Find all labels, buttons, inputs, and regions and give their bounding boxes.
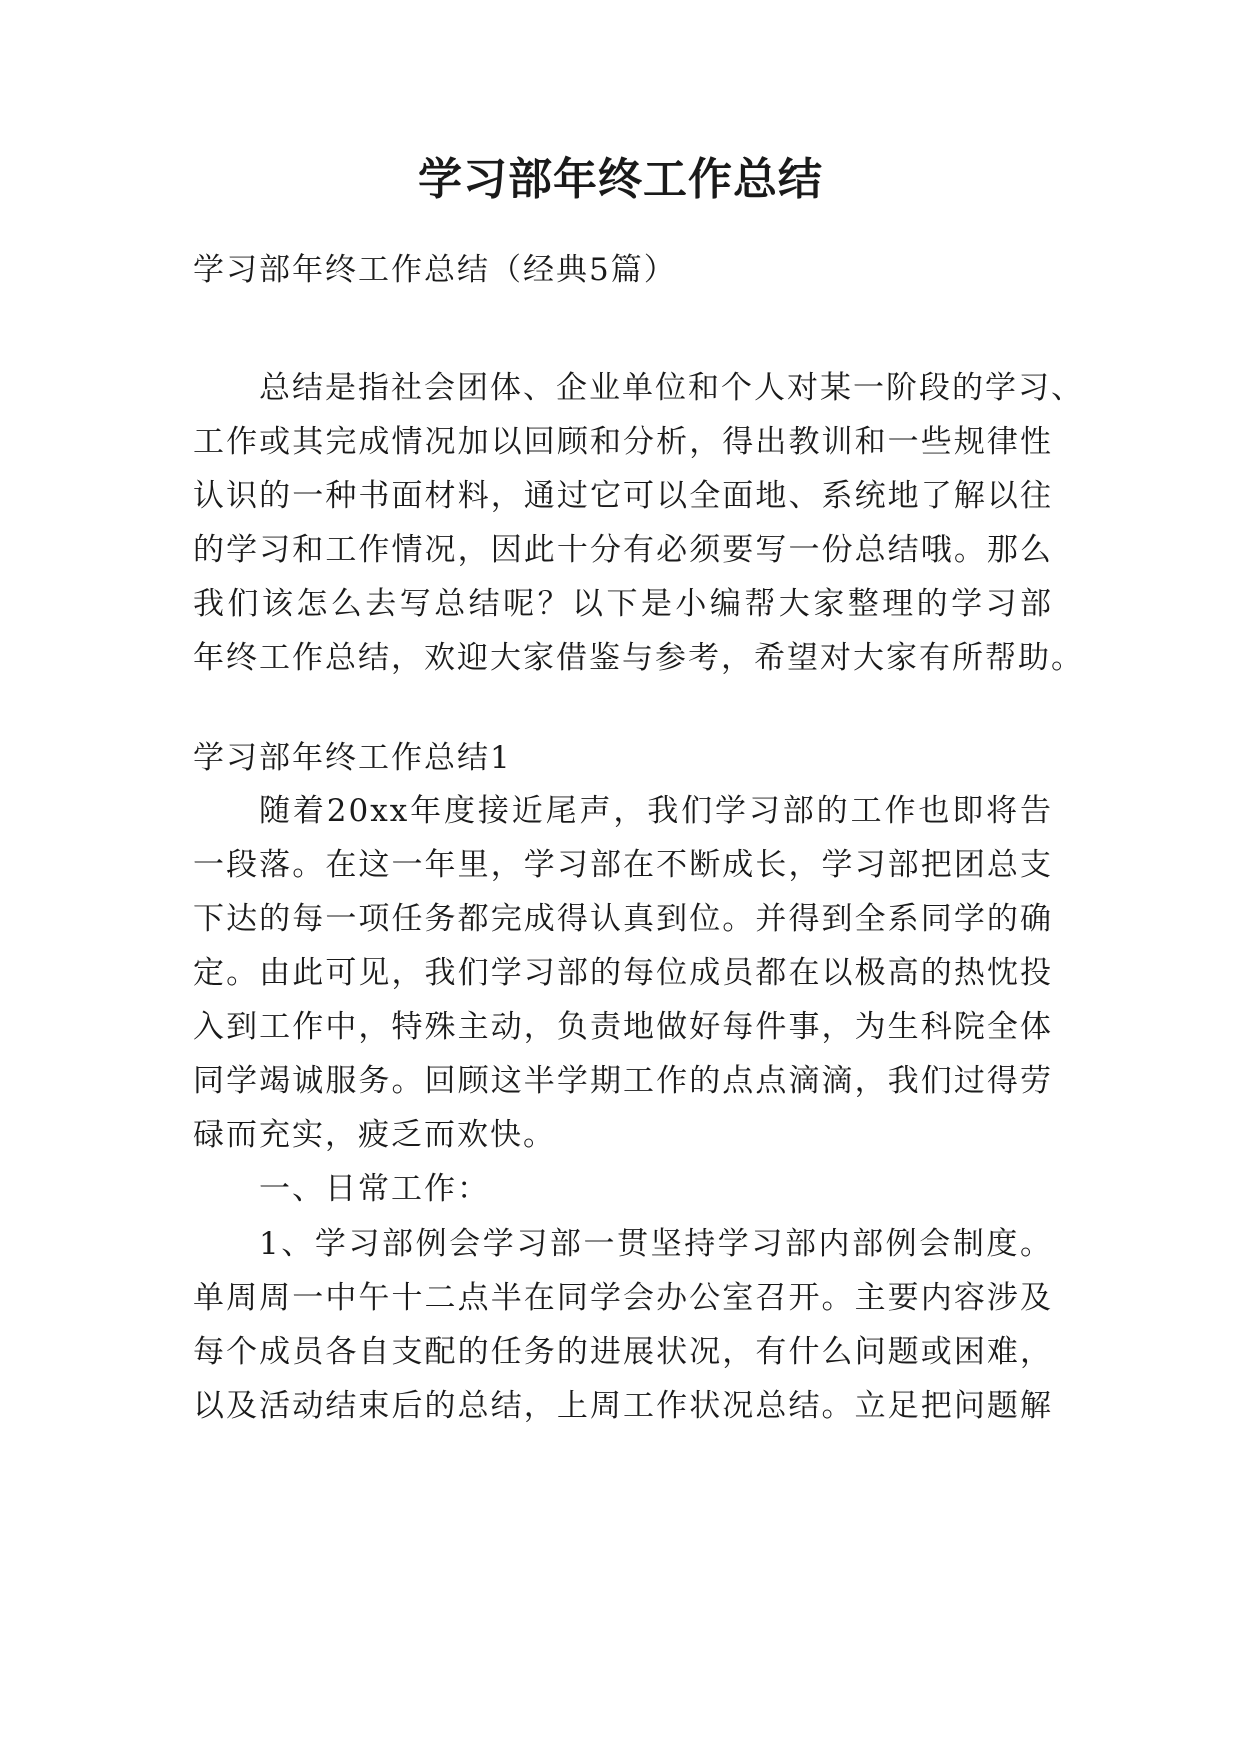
paragraph-line: 下达的每一项任务都完成得认真到位。并得到全系同学的确 bbox=[193, 901, 1053, 937]
paragraph-line: 随着20xx年度接近尾声，我们学习部的工作也即将告 bbox=[259, 793, 1053, 829]
document-subtitle: 学习部年终工作总结（经典5篇） bbox=[193, 252, 677, 288]
intro-line: 年终工作总结，欢迎大家借鉴与参考，希望对大家有所帮助。 bbox=[193, 640, 1084, 676]
paragraph-line: 单周周一中午十二点半在同学会办公室召开。主要内容涉及 bbox=[193, 1280, 1053, 1316]
paragraph-line: 同学竭诚服务。回顾这半学期工作的点点滴滴，我们过得劳 bbox=[193, 1063, 1053, 1099]
intro-line: 总结是指社会团体、企业单位和个人对某一阶段的学习、 bbox=[259, 370, 1084, 406]
paragraph-line: 碌而充实，疲乏而欢快。 bbox=[193, 1117, 556, 1153]
paragraph-line: 1、学习部例会学习部一贯坚持学习部内部例会制度。 bbox=[259, 1226, 1053, 1262]
intro-line: 工作或其完成情况加以回顾和分析，得出教训和一些规律性 bbox=[193, 424, 1053, 460]
paragraph-line: 每个成员各自支配的任务的进展状况，有什么问题或困难， bbox=[193, 1334, 1053, 1370]
intro-line: 的学习和工作情况，因此十分有必须要写一份总结哦。那么 bbox=[193, 532, 1053, 568]
paragraph-line: 一段落。在这一年里，学习部在不断成长，学习部把团总支 bbox=[193, 847, 1053, 883]
paragraph-line: 入到工作中，特殊主动，负责地做好每件事，为生科院全体 bbox=[193, 1009, 1053, 1045]
subsection-heading: 一、日常工作： bbox=[259, 1171, 490, 1207]
paragraph-line: 定。由此可见，我们学习部的每位成员都在以极高的热忱投 bbox=[193, 955, 1053, 991]
document-title: 学习部年终工作总结 bbox=[418, 154, 823, 205]
paragraph-line: 以及活动结束后的总结，上周工作状况总结。立足把问题解 bbox=[193, 1388, 1053, 1424]
section-heading: 学习部年终工作总结1 bbox=[193, 740, 512, 776]
intro-line: 我们该怎么去写总结呢？以下是小编帮大家整理的学习部 bbox=[193, 586, 1053, 622]
intro-line: 认识的一种书面材料，通过它可以全面地、系统地了解以往 bbox=[193, 478, 1053, 514]
